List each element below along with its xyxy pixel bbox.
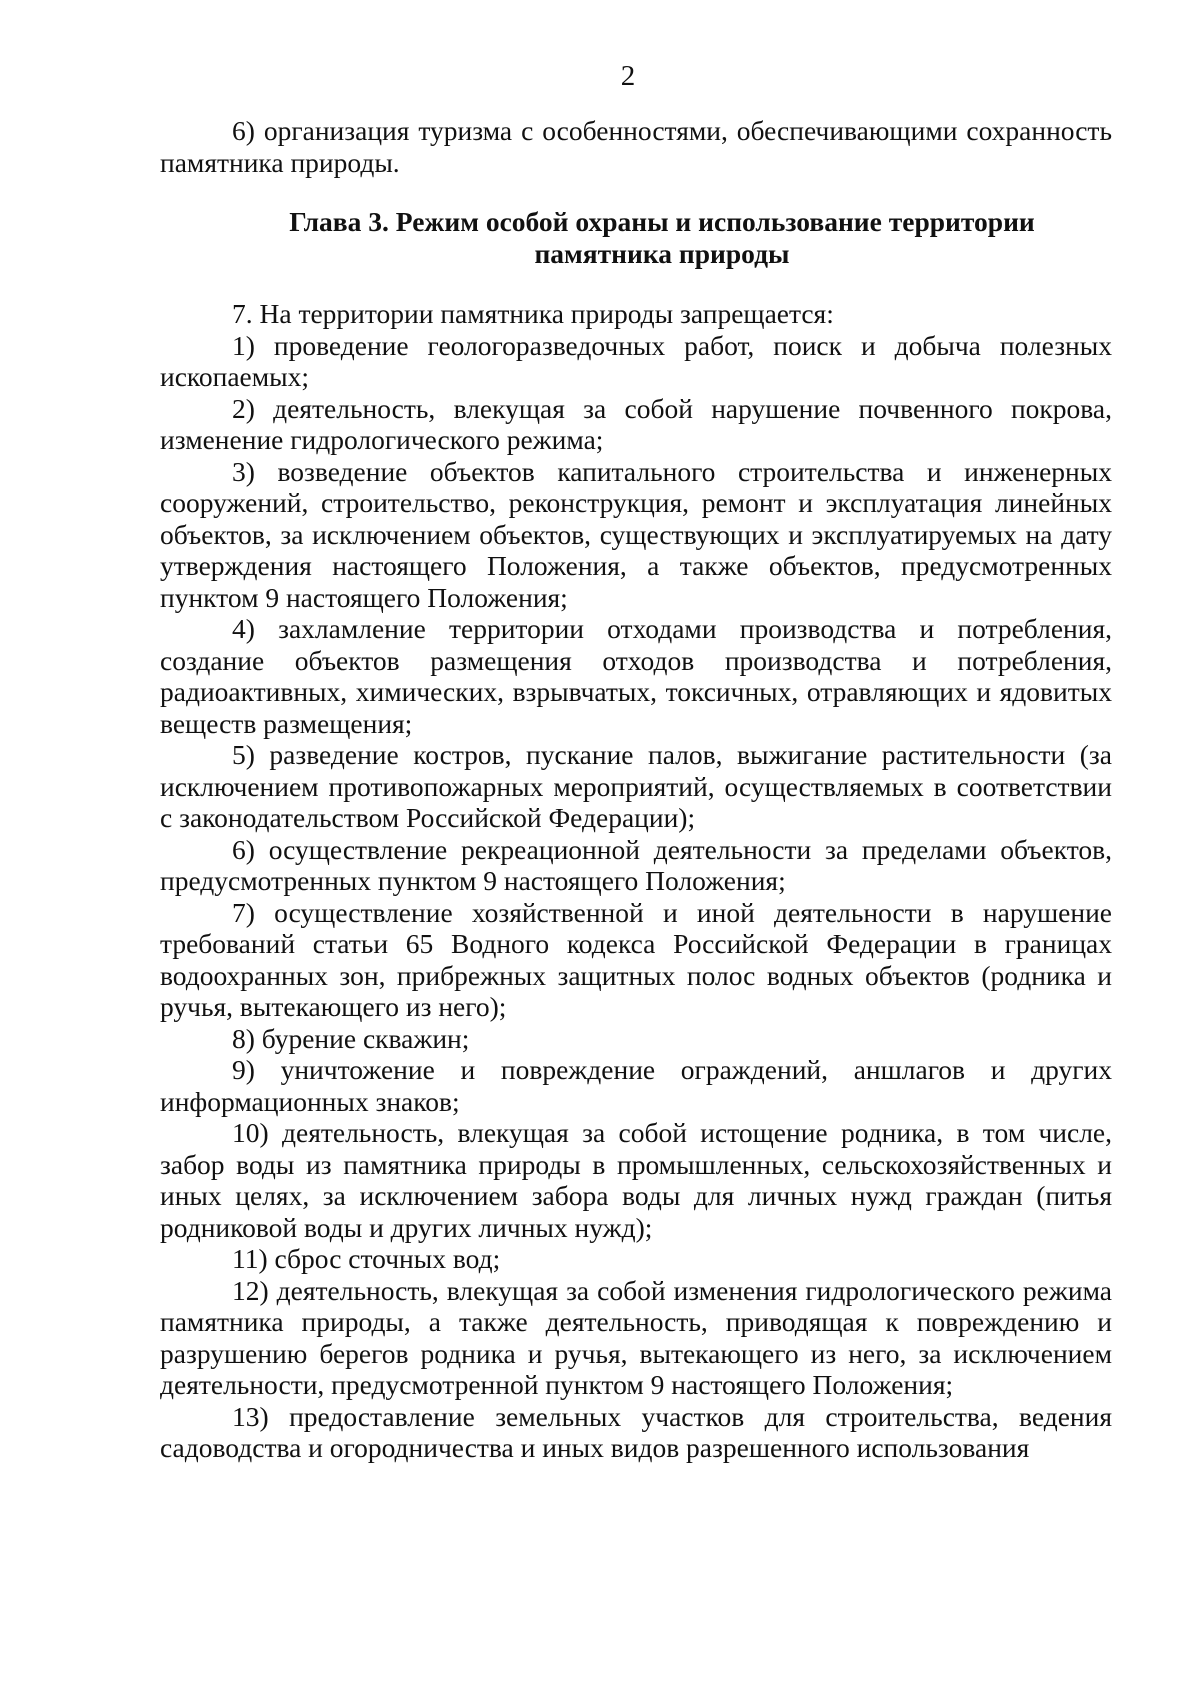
chapter-heading: [160, 206, 1112, 270]
list-item: 4) захламление территории отходами производства и потребления, создание объектов размещения отходов производства и потребления, радиоактивных, химических, взрывчатых, токсичных, отравляющих и ядовитых веществ размещения;: [160, 613, 1112, 739]
chapter-heading-line-1: Глава 3. Режим особой охраны и использование территории: [289, 206, 1035, 237]
page-number: 2: [620, 60, 636, 92]
document-body: [160, 115, 1112, 1464]
list-item: 3) возведение объектов капитального строительства и инженерных сооружений, строительство, реконструкция, ремонт и эксплуатация линейных объектов, за исключением объектов, существующих и эксплуатируемых на дату утверждения настоящего Положения, а также объектов, предусмотренных пунктом 9 настоящего Положения;: [160, 455, 1112, 613]
intro-item: 6) организация туризма с особенностями, обеспечивающими сохранность памятника природы.: [160, 115, 1112, 178]
chapter-heading-line-2: памятника природы: [534, 238, 790, 269]
list-item: 12) деятельность, влекущая за собой изменения гидрологического режима памятника природы, а также деятельность, приводящая к повреждению и разрушению берегов родника и ручья, вытекающего из него, за исключением деятельности, предусмотренной пунктом 9 настоящего Положения;: [160, 1274, 1112, 1400]
list-item: 2) деятельность, влекущая за собой нарушение почвенного покрова, изменение гидрологического режима;: [160, 392, 1112, 455]
list-item: 8) бурение скважин;: [232, 1022, 470, 1054]
list-item: 10) деятельность, влекущая за собой истощение родника, в том числе, забор воды из памятника природы в промышленных, сельскохозяйственных и иных целях, за исключением забора воды для личных нужд граждан (питья родниковой воды и других личных нужд);: [160, 1117, 1112, 1243]
list-item: 6) осуществление рекреационной деятельности за пределами объектов, предусмотренных пунктом 9 настоящего Положения;: [160, 833, 1112, 896]
list-item: 1) проведение геологоразведочных работ, поиск и добыча полезных ископаемых;: [160, 329, 1112, 392]
list-item: 11) сброс сточных вод;: [232, 1243, 501, 1274]
list-item: 7) осуществление хозяйственной и иной деятельности в нарушение требований статьи 65 Водного кодекса Российской Федерации в границах водоохранных зон, прибрежных защитных полос водных объектов (родника и ручья, вытекающего из него);: [160, 896, 1112, 1022]
list-item: 5) разведение костров, пускание палов, выжигание растительности (за исключением противопожарных мероприятий, осуществляемых в соответствии с законодательством Российской Федерации);: [160, 739, 1112, 833]
list-item: 9) уничтожение и повреждение ограждений, аншлагов и других информационных знаков;: [160, 1054, 1112, 1117]
list-item: 13) предоставление земельных участков для строительства, ведения садоводства и огородничества и иных видов разрешенного использования: [160, 1400, 1112, 1463]
clause-7-lead: 7. На территории памятника природы запрещается:: [232, 298, 834, 329]
